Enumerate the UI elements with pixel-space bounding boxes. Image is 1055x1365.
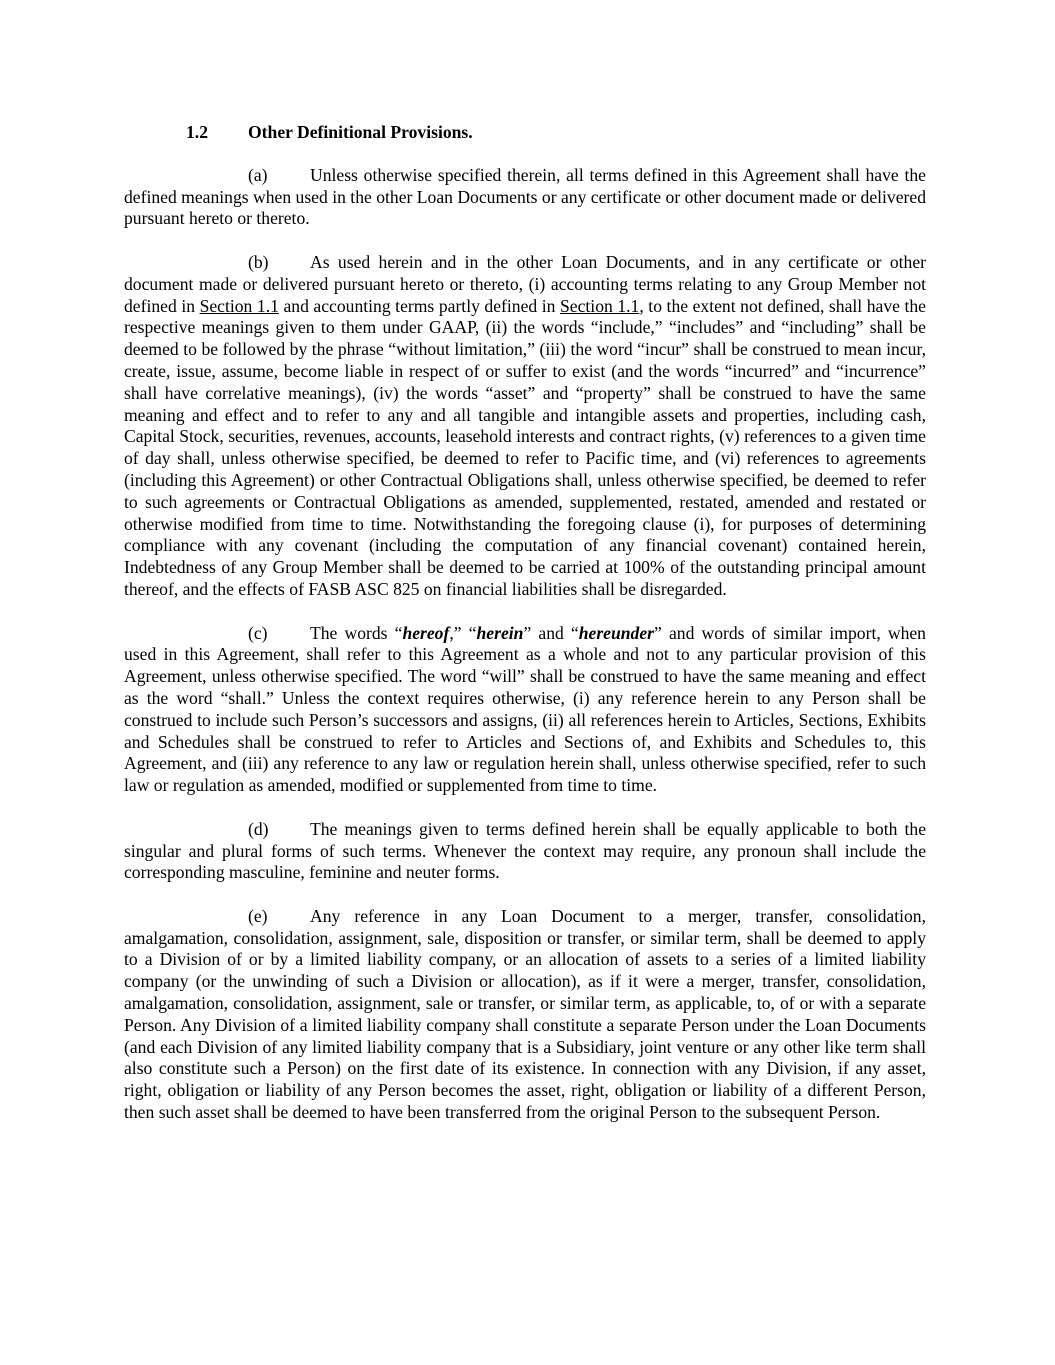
section-reference-link: Section 1.1 <box>560 295 640 316</box>
paragraph-c-text-3: ” and “ <box>523 622 579 643</box>
paragraph-c-label: (c) <box>248 622 268 643</box>
paragraph-d <box>124 819 926 884</box>
paragraph-c-text-4: ” and words of similar import, when used in this Agreement, shall refer to this Agreement as a whole and not to any particular provision of this Agreement, unless otherwise specified. The word “will” shall be construed to have the same meaning and effect as the word “shall.” Unless the context requires otherwise, (i) any reference herein to any Person shall be construed to include such Person’s successors and assigns, (ii) all references herein to Articles, Sections, Exhibits and Schedules shall be construed to refer to Articles and Sections of, and Exhibits and Schedules to, this Agreement, and (iii) any reference to any law or regulation herein shall, unless otherwise specified, refer to such law or regulation as amended, modified or supplemented from time to time. <box>124 622 926 796</box>
paragraph-c <box>124 623 926 797</box>
paragraph-a-label: (a) <box>248 164 268 185</box>
section-heading <box>186 122 926 144</box>
section-title: Other Definitional Provisions. <box>248 122 473 142</box>
paragraph-a <box>124 165 926 230</box>
paragraph-a-text: Unless otherwise specified therein, all terms defined in this Agreement shall have the defined meanings when used in the other Loan Documents or any certificate or other document made or delivered pursuant hereto or thereto. <box>124 164 926 229</box>
paragraph-c-text-1: The words “ <box>310 622 403 643</box>
paragraph-b <box>124 252 926 601</box>
paragraph-c-text-2: ,” “ <box>449 622 477 643</box>
document-page <box>124 122 926 1146</box>
paragraph-b-text-3: , to the extent not defined, shall have the respective meanings given to them under GAAP, (ii) the words “include,” “includes” and “including” shall be deemed to be followed by the phrase “without limitation,” (iii) the word “incur” shall be construed to mean incur, create, issue, assume, become liable in respect of or suffer to exist (and the words “incurred” and “incurrence” shall have correlative meanings), (iv) the words “asset” and “property” shall be construed to have the same meaning and effect and to refer to any and all tangible and intangible assets and properties, including cash, Capital Stock, securities, revenues, accounts, leasehold interests and contract rights, (v) references to a given time of day shall, unless otherwise specified, be deemed to refer to Pacific time, and (vi) references to agreements (including this Agreement) or other Contractual Obligations shall, unless otherwise specified, be deemed to refer to such agreements or Contractual Obligations as amended, supplemented, restated, amended and restated or otherwise modified from time to time. Notwithstanding the foregoing clause (i), for purposes of determining compliance with any covenant (including the computation of any financial covenant) contained herein, Indebtedness of any Group Member shall be deemed to be carried at 100% of the outstanding principal amount thereof, and the effects of FASB ASC 825 on financial liabilities shall be disregarded. <box>124 295 926 599</box>
paragraph-e-label: (e) <box>248 905 268 926</box>
paragraph-b-text-2: and accounting terms partly defined in <box>278 295 561 316</box>
paragraph-d-label: (d) <box>248 818 269 839</box>
paragraph-b-text-1: As used herein and in the other Loan Documents, and in any certificate or other document made or delivered pursuant hereto or thereto, (i) accounting terms relating to any Group Member not defined in <box>124 251 926 316</box>
section-number: 1.2 <box>186 122 208 142</box>
defined-word-herein: herein <box>476 622 524 643</box>
paragraph-b-label: (b) <box>248 251 269 272</box>
defined-word-hereunder: hereunder <box>578 622 655 643</box>
paragraph-e <box>124 906 926 1124</box>
paragraph-d-text: The meanings given to terms defined herein shall be equally applicable to both the singular and plural forms of such terms. Whenever the context may require, any pronoun shall include the corresponding masculine, feminine and neuter forms. <box>124 818 926 883</box>
paragraph-e-text: Any reference in any Loan Document to a merger, transfer, consolidation, amalgamation, consolidation, assignment, sale, disposition or transfer, or similar term, shall be deemed to apply to a Division of or by a limited liability company, or an allocation of assets to a series of a limited liability company (or the unwinding of such a Division or allocation), as if it were a merger, transfer, consolidation, amalgamation, consolidation, assignment, sale or transfer, or similar term, as applicable, to, of or with a separate Person. Any Division of a limited liability company shall constitute a separate Person under the Loan Documents (and each Division of any limited liability company that is a Subsidiary, joint venture or any other like term shall also constitute such a Person) on the first date of its existence. In connection with any Division, if any asset, right, obligation or liability of any Person becomes the asset, right, obligation or liability of a different Person, then such asset shall be deemed to have been transferred from the original Person to the subsequent Person. <box>124 905 926 1123</box>
defined-word-hereof: hereof <box>402 622 450 643</box>
section-reference-link: Section 1.1 <box>199 295 279 316</box>
